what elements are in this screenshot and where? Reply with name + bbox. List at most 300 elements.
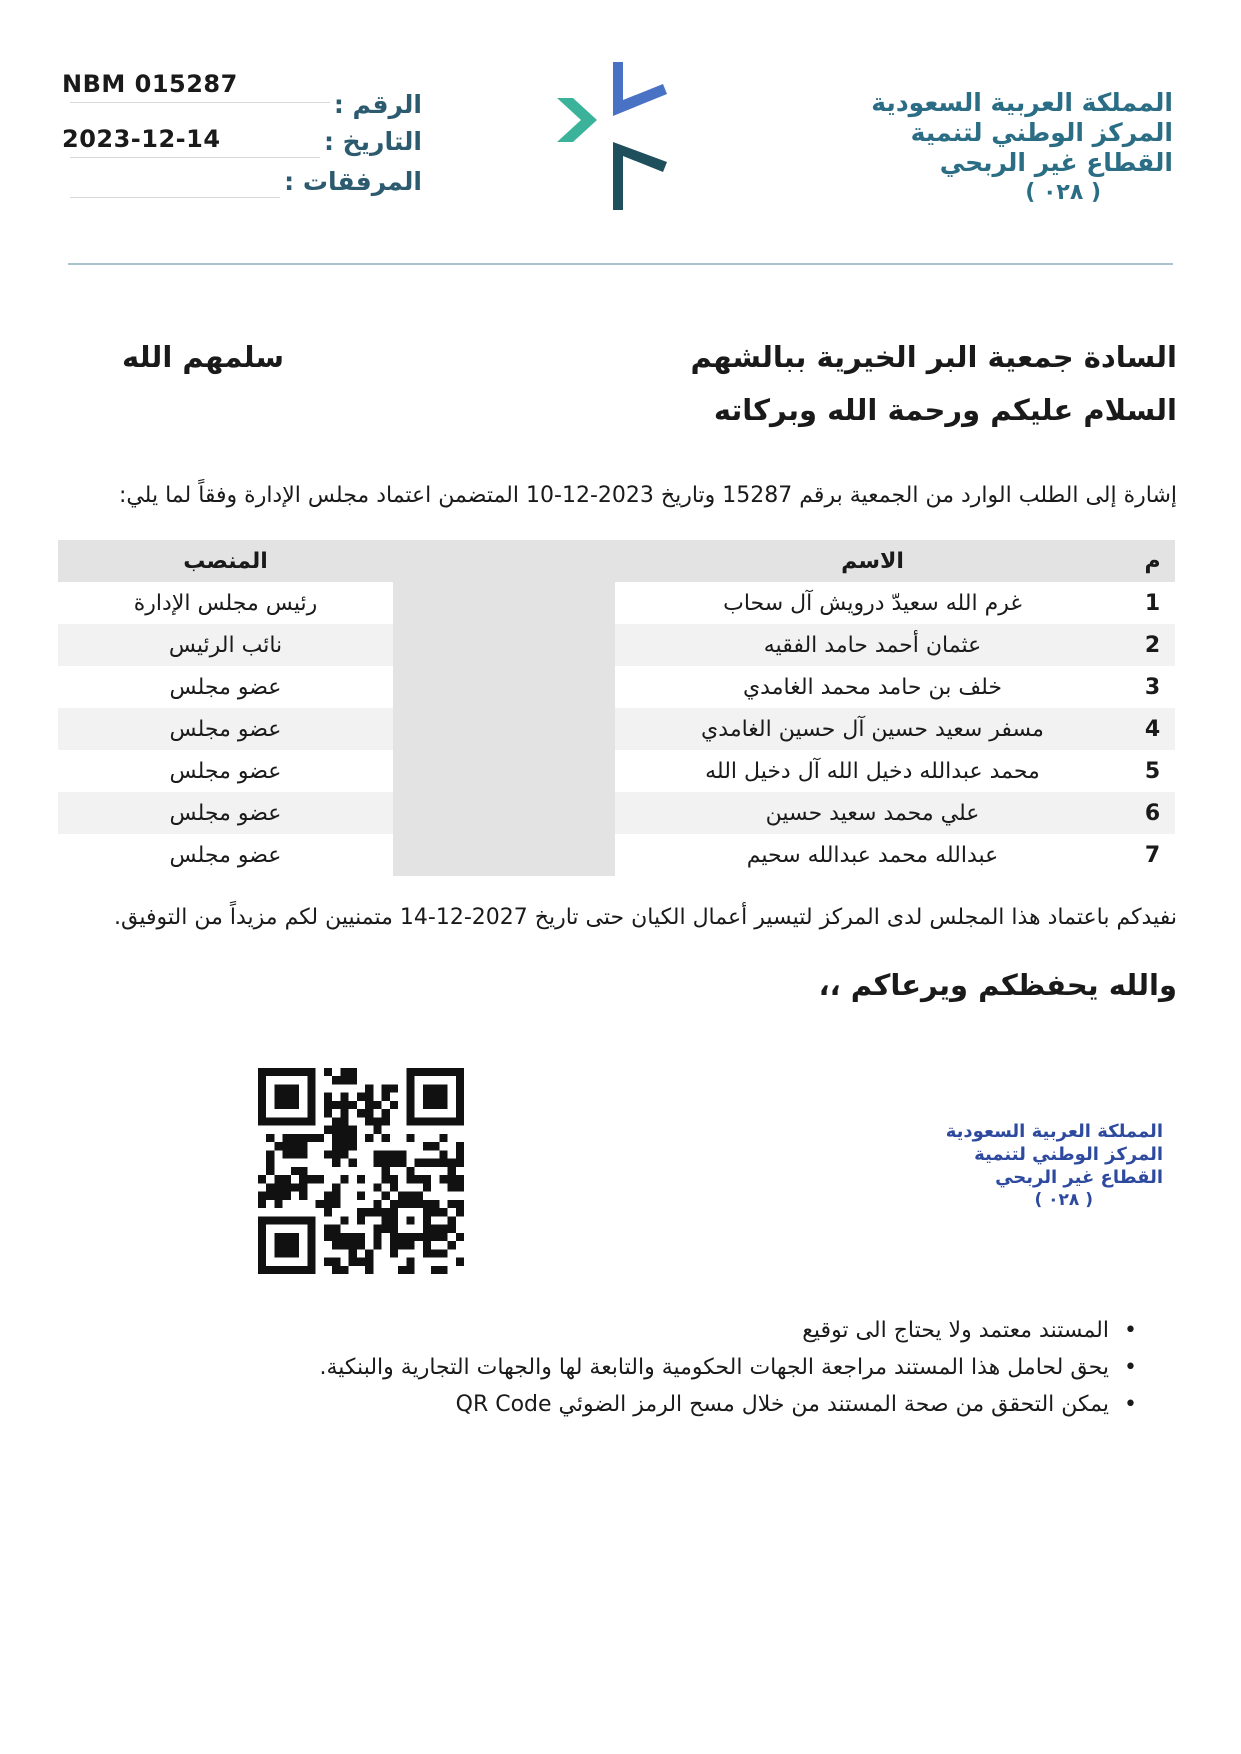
qr-module xyxy=(357,1175,365,1183)
qr-module xyxy=(398,1150,406,1158)
date-row xyxy=(62,125,422,157)
qr-module xyxy=(456,1101,464,1109)
qr-module xyxy=(365,1266,373,1274)
qr-module xyxy=(456,1258,464,1266)
qr-module xyxy=(307,1216,315,1224)
qr-module xyxy=(390,1150,398,1158)
qr-module xyxy=(382,1117,390,1125)
qr-module xyxy=(349,1068,357,1076)
qr-module xyxy=(266,1150,274,1158)
qr-module xyxy=(299,1134,307,1142)
qr-module xyxy=(390,1101,398,1109)
qr-module xyxy=(324,1225,332,1233)
qr-module xyxy=(448,1167,456,1175)
member-role: عضو مجلس xyxy=(169,842,282,868)
qr-module xyxy=(299,1068,307,1076)
qr-module xyxy=(365,1117,373,1125)
qr-module xyxy=(291,1101,299,1109)
qr-module xyxy=(283,1233,291,1241)
qr-module xyxy=(382,1175,390,1183)
qr-module xyxy=(382,1134,390,1142)
qr-module xyxy=(274,1084,282,1092)
qr-module xyxy=(431,1225,439,1233)
header-divider xyxy=(68,263,1173,265)
qr-module xyxy=(357,1258,365,1266)
qr-module xyxy=(423,1200,431,1208)
qr-module xyxy=(373,1225,381,1233)
qr-module xyxy=(283,1068,291,1076)
table-row xyxy=(58,582,1175,624)
qr-module xyxy=(291,1150,299,1158)
qr-module xyxy=(266,1167,274,1175)
qr-code xyxy=(258,1068,464,1274)
qr-module xyxy=(299,1266,307,1274)
qr-module xyxy=(365,1109,373,1117)
qr-module xyxy=(373,1126,381,1134)
qr-module xyxy=(390,1216,398,1224)
qr-module xyxy=(398,1200,406,1208)
qr-module xyxy=(398,1233,406,1241)
qr-module xyxy=(258,1093,266,1101)
qr-module xyxy=(406,1175,414,1183)
qr-module xyxy=(382,1192,390,1200)
qr-module xyxy=(423,1159,431,1167)
qr-module xyxy=(439,1084,447,1092)
qr-module xyxy=(291,1241,299,1249)
qr-module xyxy=(258,1266,266,1274)
qr-module xyxy=(365,1208,373,1216)
center-logo-icon xyxy=(555,58,675,218)
member-role: رئيس مجلس الإدارة xyxy=(133,590,318,616)
qr-module xyxy=(332,1233,340,1241)
qr-module xyxy=(390,1233,398,1241)
qr-module xyxy=(307,1109,315,1117)
qr-module xyxy=(456,1159,464,1167)
qr-module xyxy=(390,1200,398,1208)
qr-module xyxy=(291,1216,299,1224)
qr-module xyxy=(340,1068,348,1076)
qr-module xyxy=(423,1101,431,1109)
qr-module xyxy=(373,1233,381,1241)
table-row xyxy=(58,666,1175,708)
qr-module xyxy=(332,1126,340,1134)
note-text: يمكن التحقق من صحة المستند من خلال مسح الرمز الضوئي QR Code xyxy=(455,1392,1109,1417)
qr-module xyxy=(340,1117,348,1125)
qr-module xyxy=(423,1208,431,1216)
qr-module xyxy=(340,1126,348,1134)
row-number: 1 xyxy=(1144,590,1161,616)
qr-module xyxy=(431,1117,439,1125)
qr-module xyxy=(357,1109,365,1117)
column-header-blank xyxy=(393,540,615,582)
qr-module xyxy=(324,1258,332,1266)
qr-module xyxy=(258,1200,266,1208)
qr-module xyxy=(258,1109,266,1117)
qr-module xyxy=(448,1216,456,1224)
member-name: محمد عبدالله دخيل الله آل دخيل الله xyxy=(705,758,1040,784)
member-role: عضو مجلس xyxy=(169,758,282,784)
qr-module xyxy=(258,1084,266,1092)
qr-module xyxy=(266,1117,274,1125)
qr-module xyxy=(283,1150,291,1158)
qr-module xyxy=(266,1183,274,1191)
stamp-line-center: المركز الوطني لتنمية xyxy=(974,1144,1163,1165)
qr-module xyxy=(316,1175,324,1183)
date-underline xyxy=(70,157,320,158)
qr-module xyxy=(283,1093,291,1101)
qr-module xyxy=(439,1233,447,1241)
qr-module xyxy=(307,1266,315,1274)
qr-module xyxy=(340,1266,348,1274)
qr-module xyxy=(332,1200,340,1208)
attachments-row xyxy=(62,165,422,197)
table-row xyxy=(58,834,1175,876)
qr-module xyxy=(357,1208,365,1216)
qr-module xyxy=(266,1134,274,1142)
qr-module xyxy=(390,1159,398,1167)
qr-module xyxy=(274,1068,282,1076)
qr-module xyxy=(406,1076,414,1084)
qr-module xyxy=(365,1134,373,1142)
qr-module xyxy=(448,1241,456,1249)
qr-module xyxy=(439,1093,447,1101)
qr-module xyxy=(456,1183,464,1191)
qr-module xyxy=(365,1084,373,1092)
qr-module xyxy=(365,1093,373,1101)
qr-module xyxy=(340,1233,348,1241)
table-row xyxy=(58,750,1175,792)
qr-module xyxy=(283,1175,291,1183)
qr-module xyxy=(365,1258,373,1266)
qr-module xyxy=(291,1068,299,1076)
member-role: عضو مجلس xyxy=(169,674,282,700)
qr-module xyxy=(423,1175,431,1183)
qr-module xyxy=(431,1266,439,1274)
qr-module xyxy=(258,1101,266,1109)
qr-module xyxy=(340,1142,348,1150)
qr-module xyxy=(332,1101,340,1109)
qr-module xyxy=(431,1249,439,1257)
qr-module xyxy=(373,1183,381,1191)
reference-block xyxy=(62,70,422,210)
qr-module xyxy=(258,1117,266,1125)
qr-module xyxy=(456,1208,464,1216)
qr-module xyxy=(332,1258,340,1266)
qr-module xyxy=(299,1167,307,1175)
row-number: 6 xyxy=(1130,792,1175,834)
qr-module xyxy=(340,1076,348,1084)
qr-module xyxy=(340,1241,348,1249)
qr-module xyxy=(283,1134,291,1142)
row-number: 3 xyxy=(1144,674,1161,700)
qr-module xyxy=(439,1134,447,1142)
qr-module xyxy=(456,1093,464,1101)
qr-module xyxy=(340,1150,348,1158)
closing-line: والله يحفظكم ويرعاكم ،، xyxy=(818,968,1177,1002)
qr-module xyxy=(456,1200,464,1208)
qr-module xyxy=(349,1258,357,1266)
member-role: نائب الرئيس xyxy=(58,624,393,666)
qr-module xyxy=(382,1208,390,1216)
qr-module xyxy=(340,1134,348,1142)
qr-module xyxy=(258,1233,266,1241)
qr-module xyxy=(258,1192,266,1200)
qr-module xyxy=(456,1076,464,1084)
qr-module xyxy=(307,1068,315,1076)
qr-module xyxy=(448,1159,456,1167)
qr-module xyxy=(415,1233,423,1241)
qr-module xyxy=(332,1241,340,1249)
qr-module xyxy=(423,1233,431,1241)
qr-module xyxy=(274,1183,282,1191)
qr-module xyxy=(283,1249,291,1257)
qr-module xyxy=(373,1200,381,1208)
qr-module xyxy=(439,1159,447,1167)
qr-module xyxy=(274,1192,282,1200)
qr-module xyxy=(423,1084,431,1092)
qr-module xyxy=(390,1084,398,1092)
qr-module xyxy=(439,1249,447,1257)
attachments-underline xyxy=(70,197,280,198)
qr-module xyxy=(266,1216,274,1224)
logo-dark-stroke xyxy=(613,142,667,210)
qr-module xyxy=(373,1117,381,1125)
qr-module xyxy=(423,1216,431,1224)
qr-module xyxy=(448,1200,456,1208)
qr-module xyxy=(382,1159,390,1167)
number-label: الرقم : xyxy=(333,90,422,119)
qr-module xyxy=(332,1183,340,1191)
qr-module xyxy=(332,1117,340,1125)
qr-module xyxy=(357,1192,365,1200)
note-text: المستند معتمد ولا يحتاج الى توقيع xyxy=(802,1318,1109,1343)
qr-module xyxy=(266,1159,274,1167)
qr-module xyxy=(382,1093,390,1101)
qr-module xyxy=(299,1175,307,1183)
qr-module xyxy=(283,1117,291,1125)
qr-module xyxy=(332,1266,340,1274)
blank-cell xyxy=(393,624,615,666)
qr-module xyxy=(332,1150,340,1158)
stamp-code: ( ٠٢٨ ) xyxy=(1034,1190,1093,1210)
blank-cell xyxy=(393,834,615,876)
reference-number: NBM 015287 xyxy=(62,70,238,98)
qr-module xyxy=(439,1150,447,1158)
qr-module xyxy=(373,1208,381,1216)
qr-module xyxy=(307,1093,315,1101)
qr-module xyxy=(274,1101,282,1109)
qr-module xyxy=(307,1101,315,1109)
qr-module xyxy=(349,1249,357,1257)
approval-notice: نفيدكم باعتماد هذا المجلس لدى المركز لتيسير أعمال الكيان حتى تاريخ 2027-12-14 متمنيين لكم مزيداً من التوفيق. xyxy=(114,905,1177,930)
qr-module xyxy=(349,1126,357,1134)
qr-module xyxy=(291,1093,299,1101)
qr-module xyxy=(332,1159,340,1167)
qr-module xyxy=(283,1142,291,1150)
qr-module xyxy=(299,1192,307,1200)
qr-module xyxy=(406,1109,414,1117)
qr-module xyxy=(307,1225,315,1233)
reference-number-row xyxy=(62,70,422,119)
qr-module xyxy=(299,1216,307,1224)
blank-cell xyxy=(393,708,615,750)
qr-module xyxy=(448,1068,456,1076)
qr-module xyxy=(291,1183,299,1191)
qr-module xyxy=(406,1192,414,1200)
qr-module xyxy=(258,1241,266,1249)
qr-module xyxy=(291,1117,299,1125)
qr-module xyxy=(258,1249,266,1257)
qr-module xyxy=(283,1216,291,1224)
qr-module xyxy=(307,1134,315,1142)
organization-name xyxy=(853,88,1173,208)
qr-module xyxy=(456,1068,464,1076)
qr-module xyxy=(406,1258,414,1266)
stamp-line-sector: القطاع غير الربحي xyxy=(995,1167,1163,1188)
qr-module xyxy=(340,1109,348,1117)
qr-module xyxy=(398,1266,406,1274)
qr-module xyxy=(324,1109,332,1117)
qr-module xyxy=(382,1084,390,1092)
qr-module xyxy=(258,1068,266,1076)
qr-module xyxy=(349,1101,357,1109)
qr-module xyxy=(415,1117,423,1125)
qr-module xyxy=(431,1200,439,1208)
blank-cell xyxy=(393,666,615,708)
qr-module xyxy=(406,1093,414,1101)
qr-module xyxy=(431,1084,439,1092)
qr-module xyxy=(283,1241,291,1249)
qr-module xyxy=(373,1159,381,1167)
qr-module xyxy=(365,1249,373,1257)
qr-module xyxy=(332,1076,340,1084)
qr-module xyxy=(406,1266,414,1274)
bullet-icon: • xyxy=(1124,1318,1137,1343)
org-line-kingdom: المملكة العربية السعودية xyxy=(871,88,1173,117)
qr-module xyxy=(307,1233,315,1241)
qr-module xyxy=(406,1117,414,1125)
qr-module xyxy=(415,1175,423,1183)
qr-module xyxy=(448,1225,456,1233)
note-item xyxy=(319,1349,1137,1386)
qr-module xyxy=(340,1216,348,1224)
qr-module xyxy=(332,1192,340,1200)
row-number: 5 xyxy=(1144,758,1161,784)
qr-module xyxy=(406,1233,414,1241)
qr-module xyxy=(357,1093,365,1101)
blank-cell xyxy=(393,582,615,624)
qr-module xyxy=(390,1183,398,1191)
qr-module xyxy=(274,1093,282,1101)
bullet-icon: • xyxy=(1124,1355,1137,1380)
qr-module xyxy=(307,1249,315,1257)
qr-module xyxy=(349,1159,357,1167)
org-line-sector: القطاع غير الربحي xyxy=(939,148,1173,177)
qr-module xyxy=(406,1216,414,1224)
qr-module xyxy=(382,1150,390,1158)
qr-module xyxy=(431,1159,439,1167)
qr-module xyxy=(340,1175,348,1183)
qr-module xyxy=(382,1167,390,1175)
qr-module xyxy=(373,1150,381,1158)
table-header-row xyxy=(58,540,1175,582)
qr-module xyxy=(423,1093,431,1101)
qr-module xyxy=(266,1192,274,1200)
qr-module xyxy=(423,1241,431,1249)
member-name: خلف بن حامد محمد الغامدي xyxy=(742,674,1003,700)
qr-module xyxy=(291,1249,299,1257)
column-header-number: م xyxy=(1130,540,1175,582)
qr-module xyxy=(283,1084,291,1092)
qr-module xyxy=(340,1101,348,1109)
qr-module xyxy=(431,1142,439,1150)
qr-module xyxy=(258,1076,266,1084)
qr-module xyxy=(456,1150,464,1158)
qr-module xyxy=(274,1241,282,1249)
member-name: عثمان أحمد حامد الفقيه xyxy=(615,624,1130,666)
qr-module xyxy=(274,1117,282,1125)
qr-module xyxy=(406,1134,414,1142)
qr-module xyxy=(406,1068,414,1076)
qr-module xyxy=(456,1084,464,1092)
table-row xyxy=(58,708,1175,750)
qr-module xyxy=(258,1225,266,1233)
qr-module xyxy=(448,1183,456,1191)
qr-module xyxy=(357,1241,365,1249)
qr-module xyxy=(349,1142,357,1150)
blank-cell xyxy=(393,792,615,834)
qr-module xyxy=(390,1249,398,1257)
qr-module xyxy=(291,1167,299,1175)
note-item xyxy=(319,1386,1137,1423)
column-header-role: المنصب xyxy=(58,540,393,582)
member-name: عبدالله محمد عبدالله سحيم xyxy=(746,842,999,868)
qr-module xyxy=(316,1200,324,1208)
qr-module xyxy=(382,1225,390,1233)
qr-module xyxy=(423,1142,431,1150)
qr-module xyxy=(431,1101,439,1109)
qr-module xyxy=(415,1200,423,1208)
salutation: سلمهم الله xyxy=(122,340,285,374)
qr-module xyxy=(398,1192,406,1200)
qr-module xyxy=(349,1134,357,1142)
qr-module xyxy=(406,1200,414,1208)
qr-module xyxy=(324,1200,332,1208)
qr-module xyxy=(274,1200,282,1208)
note-item xyxy=(319,1312,1137,1349)
qr-module xyxy=(307,1241,315,1249)
qr-module xyxy=(307,1117,315,1125)
qr-module xyxy=(439,1225,447,1233)
qr-module xyxy=(373,1101,381,1109)
qr-module xyxy=(439,1101,447,1109)
document-notes xyxy=(319,1312,1137,1423)
qr-module xyxy=(324,1150,332,1158)
qr-module xyxy=(390,1241,398,1249)
official-stamp xyxy=(933,1120,1163,1212)
member-name: مسفر سعيد حسين آل حسين الغامدي xyxy=(615,708,1130,750)
qr-module xyxy=(349,1233,357,1241)
qr-module xyxy=(423,1225,431,1233)
bullet-icon: • xyxy=(1124,1392,1137,1417)
qr-module xyxy=(365,1101,373,1109)
qr-module xyxy=(266,1068,274,1076)
stamp-line-kingdom: المملكة العربية السعودية xyxy=(945,1121,1163,1142)
qr-module xyxy=(406,1167,414,1175)
qr-module xyxy=(332,1225,340,1233)
qr-module xyxy=(258,1216,266,1224)
qr-module xyxy=(423,1183,431,1191)
